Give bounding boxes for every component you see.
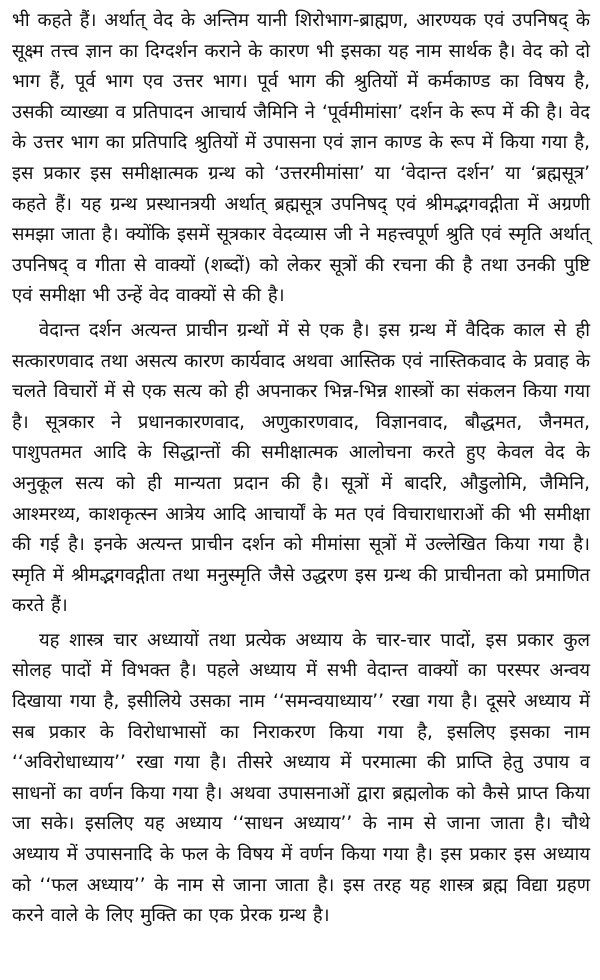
paragraph-2: वेदान्त दर्शन अत्यन्त प्राचीन ग्रन्थों में से एक है। इस ग्रन्थ में वैदिक काल से ही सत्कारणवाद तथा असत्य कारण कार्यवाद अथवा आस्तिक एवं नास्तिकवाद के प्रवाह के चलते विचारों में से एक सत्य को ही अपनाकर भिन्न-भिन्न शास्त्रों का संकलन किया गया है। सूत्रकार ने प्रधानकारणवाद, अणुकारणवाद, विज्ञानवाद, बौद्धमत, जैनमत, पाशुपतमत आदि के सिद्धान्तों की समीक्षात्मक आलोचना करते हुए केवल वेद के अनुकूल सत्य को ही मान्यता प्रदान की है। सूत्रों में बादरि, औडुलोमि, जैमिनि, आश्मरथ्य, काशकृत्स्न आत्रेय आदि आचार्यों के मत एवं विचाराधाराओं की भी समीक्षा की गई है। इनके अत्यन्त प्राचीन दर्शन को मीमांसा सूत्रों में उल्लेखित किया गया है। स्मृति में श्रीमद्भगवद्गीता तथा मनुस्मृति जैसे उद्धरण इस ग्रन्थ की प्राचीनता को प्रमाणित करते हैं।	[12, 319, 590, 617]
paragraph-3: यह शास्त्र चार अध्यायों तथा प्रत्येक अध्याय के चार-चार पादों, इस प्रकार कुल सोलह पादों में विभक्त है। पहले अध्याय में सभी वेदान्त वाक्यों का परस्पर अन्वय दिखाया गया है, इसीलिये उसका नाम ‘‘समन्वयाध्याय’’ रखा गया है। दूसरे अध्याय में सब प्रकार के विरोधाभासों का निराकरण किया गया है, इसलिए इसका नाम ‘‘अविरोधाध्याय’’ रखा गया है। तीसरे अध्याय में परमात्मा की प्राप्ति हेतु उपाय व साधनों का वर्णन किया गया है। अथवा उपासनाओं द्वारा ब्रह्मलोक को कैसे प्राप्त किया जा सके। इसलिए यह अध्याय ‘‘साधन अध्याय’’ के नाम से जाना जाता है। चौथे अध्याय में उपासनादि के फल के विषय में वर्णन किया गया है। इस प्रकार इस अध्याय को ‘‘फल अध्याय’’ के नाम से जाना जाता है। इस तरह यह शास्त्र ब्रह्म विद्या ग्रहण करने वाले के लिए मुक्ति का एक प्रेरक ग्रन्थ है।	[12, 629, 590, 927]
paragraph-1: भी कहते हैं। अर्थात् वेद के अन्तिम यानी शिरोभाग-ब्राह्मण, आरण्यक एवं उपनिषद् के सूक्ष्म तत्त्व ज्ञान का दिग्दर्शन कराने के कारण भी इसका यह नाम सार्थक है। वेद को दो भाग हैं, पूर्व भाग एव उत्तर भाग। पूर्व भाग की श्रुतियों में कर्मकाण्ड का विषय है, उसकी व्याख्या व प्रतिपादन आचार्य जैमिनि ने ‘पूर्वमीमांसा’ दर्शन के रूप में की है। वेद के उत्तर भाग का प्रतिपादि श्रुतियों में उपासना एवं ज्ञान काण्ड के रूप में किया गया है, इस प्रकार इस समीक्षात्मक ग्रन्थ को ‘उत्तरमीमांसा’ या ‘वेदान्त दर्शन’ या ‘ब्रह्मसूत्र’ कहते हैं। यह ग्रन्थ प्रस्थानत्रयी अर्थात् ब्रह्मसूत्र उपनिषद् एवं श्रीमद्भगवद्गीता में अग्रणी समझा जाता है। क्योंकि इसमें सूत्रकार वेदव्यास जी ने महत्त्वपूर्ण श्रुति एवं स्मृति अर्थात् उपनिषद् व गीता से वाक्यों (शब्दों) को लेकर सूत्रों की रचना की है तथा उनकी पुष्टि एवं समीक्षा भी उन्हें वेद वाक्यों से की है।	[12, 10, 590, 307]
